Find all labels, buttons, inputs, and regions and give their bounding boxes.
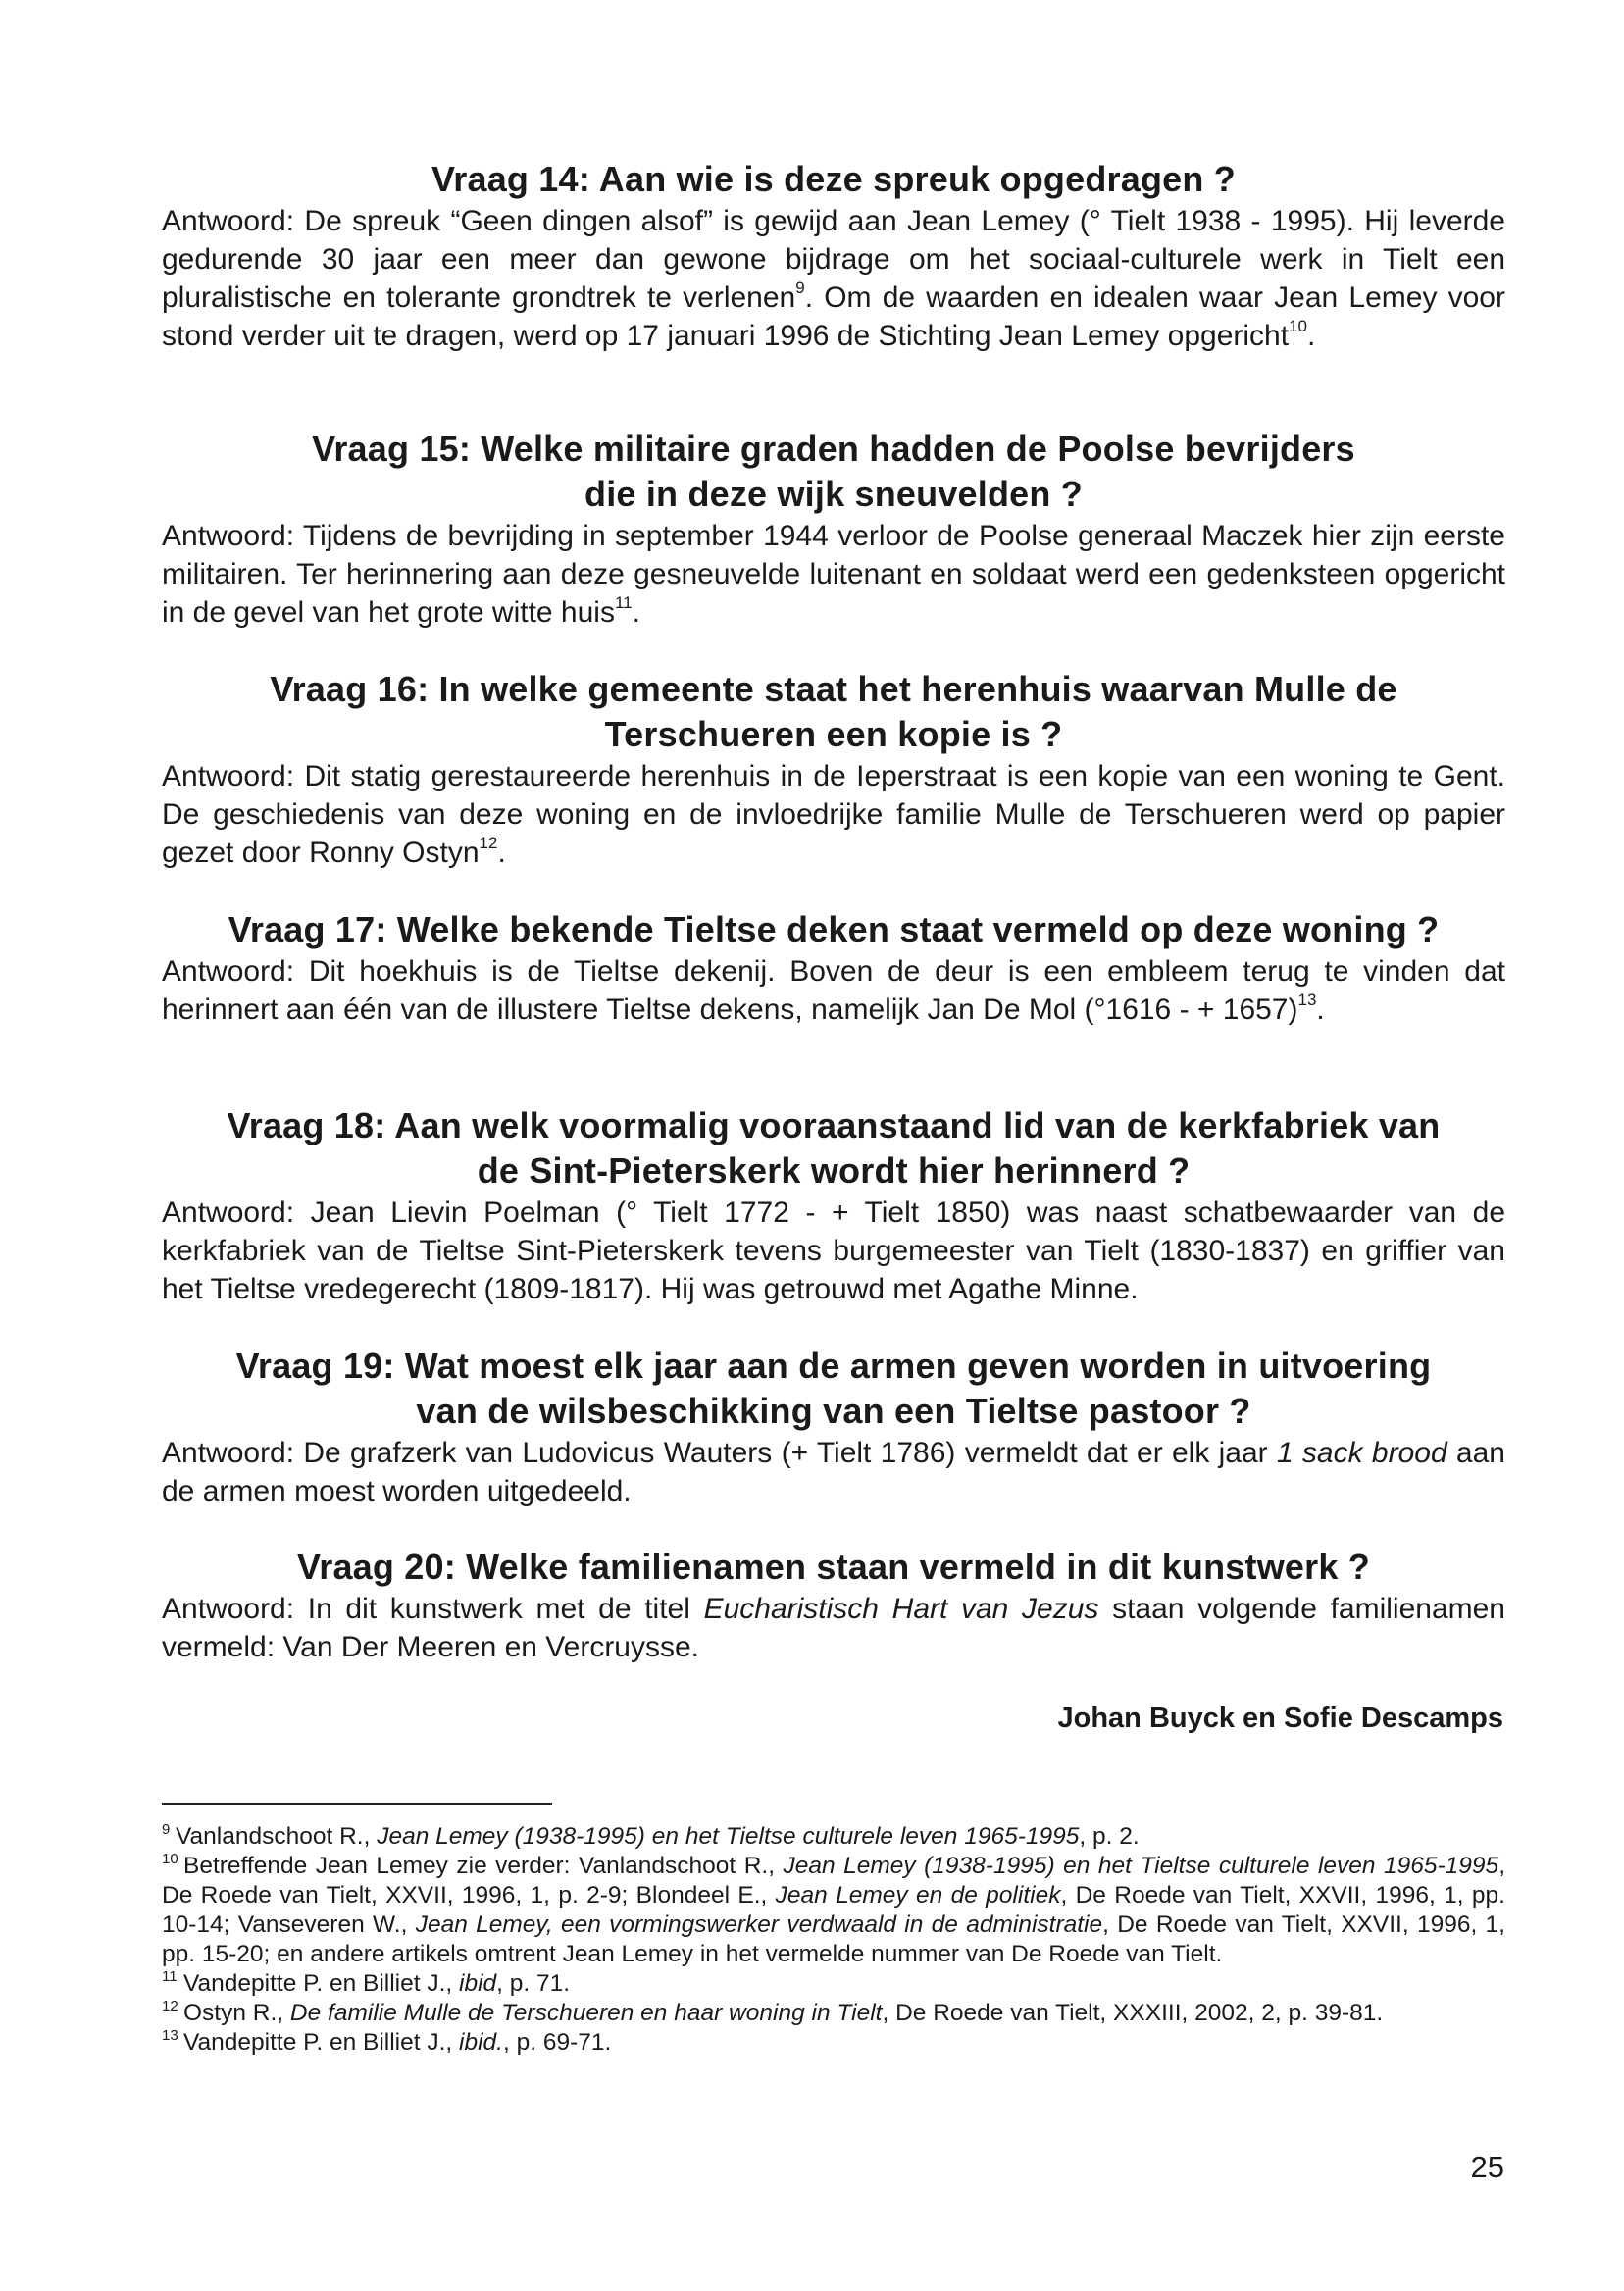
footnote-italic: De familie Mulle de Terschueren en haar woning in Tielt bbox=[289, 2000, 883, 2026]
question-title-line: Vraag 14: Aan wie is deze spreuk opgedragen ? bbox=[431, 159, 1236, 199]
footnote-text: , p. 69-71. bbox=[502, 2029, 612, 2056]
question-20 bbox=[162, 1545, 1505, 1666]
footnote-text: , p. 2. bbox=[1079, 1823, 1140, 1850]
footnote-text: , De Roede van Tielt, XXVII, 1996, 1, p. 2-9; Blondeel E., bbox=[162, 1853, 1505, 1909]
footnote-italic: Jean Lemey (1938-1995) en het Tieltse culturele leven 1965-1995 bbox=[377, 1823, 1080, 1850]
question-16 bbox=[162, 667, 1505, 872]
footnote-text: Ostyn R., bbox=[183, 2000, 290, 2026]
footnote-italic: Jean Lemey en de politiek bbox=[775, 1882, 1061, 1909]
footnote-text: , De Roede van Tielt, XXVII, 1996, 1, pp. 10-14; Vanseveren W., bbox=[162, 1882, 1505, 1938]
question-15 bbox=[162, 427, 1505, 632]
answer-text bbox=[162, 517, 1505, 632]
answer-segment: aan de armen moest worden uitgedeeld. bbox=[162, 1437, 1505, 1507]
footnote-italic: Jean Lemey (1938-1995) en het Tieltse culturele leven 1965-1995 bbox=[783, 1853, 1499, 1879]
footnote-text: , De Roede van Tielt, XXVII, 1996, 1, pp. 15-20; en andere artikels omtrent Jean Lemey in het vermelde nummer van De Roede van Tielt. bbox=[162, 1911, 1505, 1967]
question-title-line: die in deze wijk sneuvelden ? bbox=[584, 474, 1083, 514]
question-title-line: Vraag 16: In welke gemeente staat het herenhuis waarvan Mulle de bbox=[270, 669, 1397, 709]
page-number: 25 bbox=[1470, 2150, 1504, 2184]
footnote-10: 10 Betreffende Jean Lemey zie verder: Vanlandschoot R., Jean Lemey (1938-1995) en het Tieltse culturele leven 1965-1995, De Roede van Tielt, XXVII, 1996, 1, p. 2-9; Blondeel E., Jean Lemey en de politiek, De Roede van Tielt, XXVII, 1996, 1, pp. 10-14; Vanseveren W., Jean Lemey, een vormingswerker verdwaald in de administratie, De Roede van Tielt, XXVII, 1996, 1, pp. 15-20; en andere artikels omtrent Jean Lemey in het vermelde nummer van De Roede van Tielt. bbox=[162, 1851, 1505, 1967]
answer-segment: Antwoord: Dit hoekhuis is de Tieltse dekenij. Boven de deur is een embleem terug te vinden dat herinnert aan één van de illustere Tieltse dekens, namelijk Jan De Mol (°1616 - + 1657) bbox=[162, 955, 1505, 1026]
answer-text bbox=[162, 1194, 1505, 1308]
footnote-italic: ibid bbox=[459, 1970, 497, 1997]
footnote-text: Betreffende Jean Lemey zie verder: Vanlandschoot R., bbox=[183, 1853, 784, 1879]
footnote-divider bbox=[162, 1803, 552, 1805]
footnote-text: Vandepitte P. en Billiet J., bbox=[183, 1970, 460, 1997]
answer-text bbox=[162, 202, 1505, 355]
footnote-text: , p. 71. bbox=[496, 1970, 571, 1997]
answer-segment: . bbox=[1316, 993, 1325, 1026]
footnote-ref[interactable]: 9 bbox=[795, 279, 805, 297]
question-title bbox=[162, 667, 1505, 757]
answer-text bbox=[162, 952, 1505, 1029]
question-title bbox=[162, 1103, 1505, 1194]
footnote-ref[interactable]: 10 bbox=[1289, 317, 1307, 335]
footnote-ref[interactable]: 12 bbox=[479, 834, 498, 852]
footnote-ref[interactable]: 13 bbox=[1297, 991, 1317, 1009]
question-title-line: de Sint-Pieterskerk wordt hier herinnerd ? bbox=[477, 1150, 1191, 1191]
footnote-12: 12 Ostyn R., De familie Mulle de Terschueren en haar woning in Tielt, De Roede van Tielt, XXXIII, 2002, 2, p. 39-81. bbox=[162, 1998, 1384, 2026]
question-title bbox=[162, 157, 1505, 202]
answer-italic: 1 sack brood bbox=[1276, 1437, 1447, 1469]
footnote-text: Vandepitte P. en Billiet J., bbox=[183, 2029, 460, 2056]
footnote-ref[interactable]: 11 bbox=[614, 593, 633, 612]
question-title bbox=[162, 1344, 1505, 1434]
question-title-line: Vraag 20: Welke familienamen staan vermeld in dit kunstwerk ? bbox=[297, 1547, 1370, 1587]
answer-text bbox=[162, 1434, 1505, 1510]
question-title-line: Vraag 15: Welke militaire graden hadden de Poolse bevrijders bbox=[312, 429, 1355, 469]
answer-text bbox=[162, 757, 1505, 872]
footnote-text: Vanlandschoot R., bbox=[176, 1823, 378, 1850]
footnote-italic: Jean Lemey, een vormingswerker verdwaald in de administratie bbox=[415, 1911, 1103, 1938]
author-signature: Johan Buyck en Sofie Descamps bbox=[1057, 1703, 1503, 1734]
footnotes bbox=[162, 1822, 1505, 2058]
question-title bbox=[162, 907, 1505, 952]
answer-text bbox=[162, 1590, 1505, 1666]
question-title bbox=[162, 427, 1505, 517]
answer-segment: Antwoord: De grafzerk van Ludovicus Wauters (+ Tielt 1786) vermeldt dat er elk jaar bbox=[162, 1437, 1277, 1469]
question-17 bbox=[162, 907, 1505, 1029]
question-title-line: van de wilsbeschikking van een Tieltse pastoor ? bbox=[416, 1391, 1251, 1431]
question-19 bbox=[162, 1344, 1505, 1510]
answer-segment: . Om de waarden en idealen waar Jean Lemey voor stond verder uit te dragen, werd op 17 januari 1996 de Stichting Jean Lemey opgericht bbox=[162, 281, 1505, 352]
footnote-13: 13 Vandepitte P. en Billiet J., ibid., p. 69-71. bbox=[162, 2027, 612, 2056]
question-18 bbox=[162, 1103, 1505, 1308]
answer-segment: . bbox=[632, 596, 640, 629]
answer-segment: Antwoord: Jean Lievin Poelman (° Tielt 1772 - + Tielt 1850) was naast schatbewaarder van de kerkfabriek van de Tieltse Sint-Pieterskerk tevens burgemeester van Tielt (1830-1837) en griffier van het Tieltse vredegerecht (1809-1817). Hij was getrouwd met Agathe Minne. bbox=[162, 1196, 1505, 1305]
answer-segment: Antwoord: Dit statig gerestaureerde herenhuis in de Ieperstraat is een kopie van een woning te Gent. De geschiedenis van deze woning en de invloedrijke familie Mulle de Terschueren werd op papier gezet door Ronny Ostyn bbox=[162, 760, 1505, 869]
footnote-9: 9 Vanlandschoot R., Jean Lemey (1938-1995) en het Tieltse culturele leven 1965-1995, p. 2. bbox=[162, 1821, 1140, 1850]
answer-segment: staan volgende familienamen vermeld: Van Der Meeren en Vercruysse. bbox=[162, 1593, 1505, 1663]
answer-segment: Antwoord: Tijdens de bevrijding in september 1944 verloor de Poolse generaal Maczek hier zijn eerste militairen. Ter herinnering aan deze gesneuvelde luitenant en soldaat werd een gedenksteen opgericht in de gevel van het grote witte huis bbox=[162, 520, 1505, 629]
answer-segment: . bbox=[1307, 320, 1316, 352]
question-title-line: Vraag 17: Welke bekende Tieltse deken staat vermeld op deze woning ? bbox=[228, 909, 1440, 949]
question-title-line: Terschueren een kopie is ? bbox=[604, 714, 1063, 754]
footnote-text: , De Roede van Tielt, XXXIII, 2002, 2, p. 39-81. bbox=[882, 2000, 1384, 2026]
footnote-italic: ibid. bbox=[459, 2029, 503, 2056]
question-title-line: Vraag 18: Aan welk voormalig vooraanstaand lid van de kerkfabriek van bbox=[227, 1105, 1441, 1146]
answer-segment: Antwoord: De spreuk “Geen dingen alsof” is gewijd aan Jean Lemey (° Tielt 1938 - 1995). Hij leverde gedurende 30 jaar een meer dan gewone bijdrage om het sociaal-culturele werk in Tielt een pluralistische en tolerante grondtrek te verlenen bbox=[162, 205, 1505, 314]
question-title bbox=[162, 1545, 1505, 1590]
answer-segment: . bbox=[497, 837, 506, 869]
footnote-11: 11 Vandepitte P. en Billiet J., ibid, p. 71. bbox=[162, 1968, 571, 1997]
question-14 bbox=[162, 157, 1505, 355]
answer-italic: Eucharistisch Hart van Jezus bbox=[703, 1593, 1099, 1625]
question-title-line: Vraag 19: Wat moest elk jaar aan de armen geven worden in uitvoering bbox=[235, 1346, 1432, 1386]
answer-segment: Antwoord: In dit kunstwerk met de titel bbox=[162, 1593, 704, 1625]
